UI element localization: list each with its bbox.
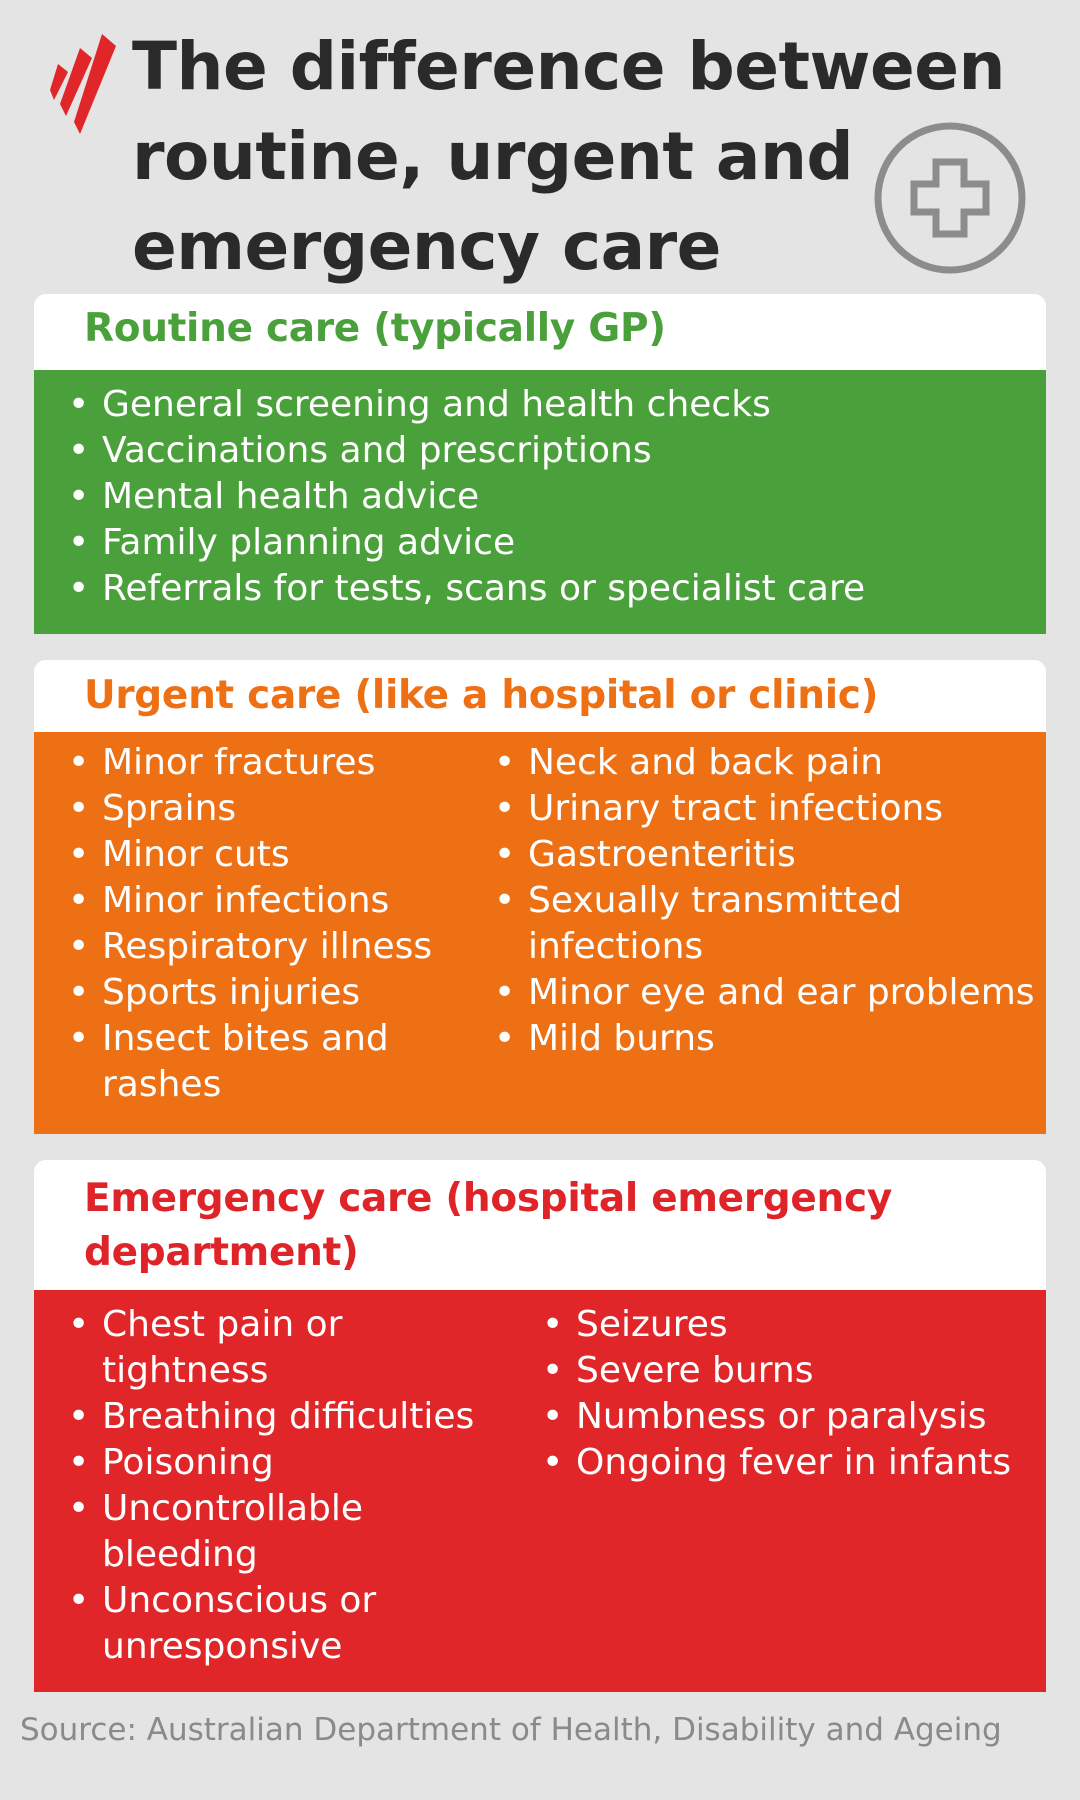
list-item: • Chest pain or tightness bbox=[34, 1302, 508, 1394]
list-item: • Ongoing fever in infants bbox=[508, 1440, 1046, 1486]
list-item: • Unconscious or unresponsive bbox=[34, 1578, 508, 1670]
list-item-text: Respiratory illness bbox=[102, 926, 433, 967]
list-item: • Poisoning bbox=[34, 1440, 508, 1486]
list-item-text: Minor cuts bbox=[102, 834, 290, 875]
emergency-care-list-panel bbox=[34, 1290, 1046, 1692]
list-item-text: Minor infections bbox=[102, 880, 390, 921]
list-item-text: Mental health advice bbox=[102, 476, 480, 517]
list-item: • Family planning advice bbox=[34, 520, 1046, 566]
list-item-text: Neck and back pain bbox=[528, 742, 884, 783]
list-item-text: Seizures bbox=[576, 1304, 728, 1345]
urgent-care-section bbox=[34, 660, 1046, 1134]
emergency-care-list-left bbox=[34, 1302, 508, 1692]
emergency-care-heading bbox=[34, 1160, 1046, 1290]
list-item-text: Severe burns bbox=[576, 1350, 814, 1391]
list-item-text: Urinary tract infections bbox=[528, 788, 944, 829]
list-item: • Sprains bbox=[34, 786, 460, 832]
list-item-text: Sprains bbox=[102, 788, 237, 829]
list-item-text: Minor eye and ear problems bbox=[528, 972, 1035, 1013]
list-item-text: Insect bites and rashes bbox=[102, 1018, 389, 1105]
list-item-text: Sports injuries bbox=[102, 972, 361, 1013]
routine-care-list-panel bbox=[34, 370, 1046, 634]
list-item: • Sports injuries bbox=[34, 970, 460, 1016]
title-line: emergency care bbox=[132, 208, 721, 285]
urgent-care-list-left bbox=[34, 740, 460, 1134]
title-line: The difference between bbox=[132, 28, 1006, 105]
list-item: • Minor eye and ear problems bbox=[460, 970, 1046, 1016]
list-item: • Minor infections bbox=[34, 878, 460, 924]
list-item: • Uncontrollable bleeding bbox=[34, 1486, 508, 1578]
list-item-text: Gastroenteritis bbox=[528, 834, 796, 875]
list-item: • Mental health advice bbox=[34, 474, 1046, 520]
routine-care-section bbox=[34, 294, 1046, 634]
list-item: • Severe burns bbox=[508, 1348, 1046, 1394]
list-item: • Respiratory illness bbox=[34, 924, 460, 970]
list-item: • General screening and health checks bbox=[34, 382, 1046, 428]
routine-care-list bbox=[34, 382, 1046, 612]
list-item-text: Unconscious or unresponsive bbox=[102, 1580, 377, 1667]
urgent-care-list-panel bbox=[34, 732, 1046, 1134]
urgent-care-heading bbox=[34, 660, 1046, 732]
routine-care-heading-text: Routine care (typically GP) bbox=[84, 306, 666, 351]
emergency-care-heading-line: Emergency care (hospital emergency bbox=[84, 1176, 892, 1221]
routine-care-heading bbox=[34, 294, 1046, 370]
list-item: • Minor cuts bbox=[34, 832, 460, 878]
list-item: • Vaccinations and prescriptions bbox=[34, 428, 1046, 474]
list-item-text: Breathing difficulties bbox=[102, 1396, 475, 1437]
medical-cross-icon bbox=[872, 120, 1028, 276]
list-item-text: Vaccinations and prescriptions bbox=[102, 430, 652, 471]
list-item: • Gastroenteritis bbox=[460, 832, 1046, 878]
list-item-text: Minor fractures bbox=[102, 742, 376, 783]
list-item: • Neck and back pain bbox=[460, 740, 1046, 786]
list-item-text: Mild burns bbox=[528, 1018, 715, 1059]
list-item-text: Poisoning bbox=[102, 1442, 274, 1483]
source-note: Source: Australian Department of Health, Disability and Ageing bbox=[20, 1712, 1002, 1748]
list-item-text: Ongoing fever in infants bbox=[576, 1442, 1012, 1483]
list-item: • Insect bites and rashes bbox=[34, 1016, 460, 1108]
list-item-text: General screening and health checks bbox=[102, 384, 771, 425]
list-item: • Minor fractures bbox=[34, 740, 460, 786]
title-line: routine, urgent and bbox=[132, 118, 854, 195]
list-item: • Seizures bbox=[508, 1302, 1046, 1348]
list-item-text: Referrals for tests, scans or specialist care bbox=[102, 568, 866, 609]
list-item: • Sexually transmitted infections bbox=[460, 878, 1046, 970]
emergency-care-heading-line: department) bbox=[84, 1230, 359, 1275]
list-item-text: Sexually transmitted infections bbox=[528, 880, 903, 967]
list-item: • Urinary tract infections bbox=[460, 786, 1046, 832]
sbs-logo-icon bbox=[50, 34, 116, 134]
urgent-care-heading-text: Urgent care (like a hospital or clinic) bbox=[84, 673, 879, 718]
list-item-text: Numbness or paralysis bbox=[576, 1396, 987, 1437]
emergency-care-list-right bbox=[508, 1302, 1046, 1692]
emergency-care-section bbox=[34, 1160, 1046, 1692]
list-item: • Referrals for tests, scans or specialist care bbox=[34, 566, 1046, 612]
list-item: • Numbness or paralysis bbox=[508, 1394, 1046, 1440]
urgent-care-list-right bbox=[460, 740, 1046, 1134]
list-item-text: Family planning advice bbox=[102, 522, 516, 563]
list-item-text: Chest pain or tightness bbox=[102, 1304, 343, 1391]
list-item: • Breathing difficulties bbox=[34, 1394, 508, 1440]
list-item: • Mild burns bbox=[460, 1016, 1046, 1062]
list-item-text: Uncontrollable bleeding bbox=[102, 1488, 364, 1575]
